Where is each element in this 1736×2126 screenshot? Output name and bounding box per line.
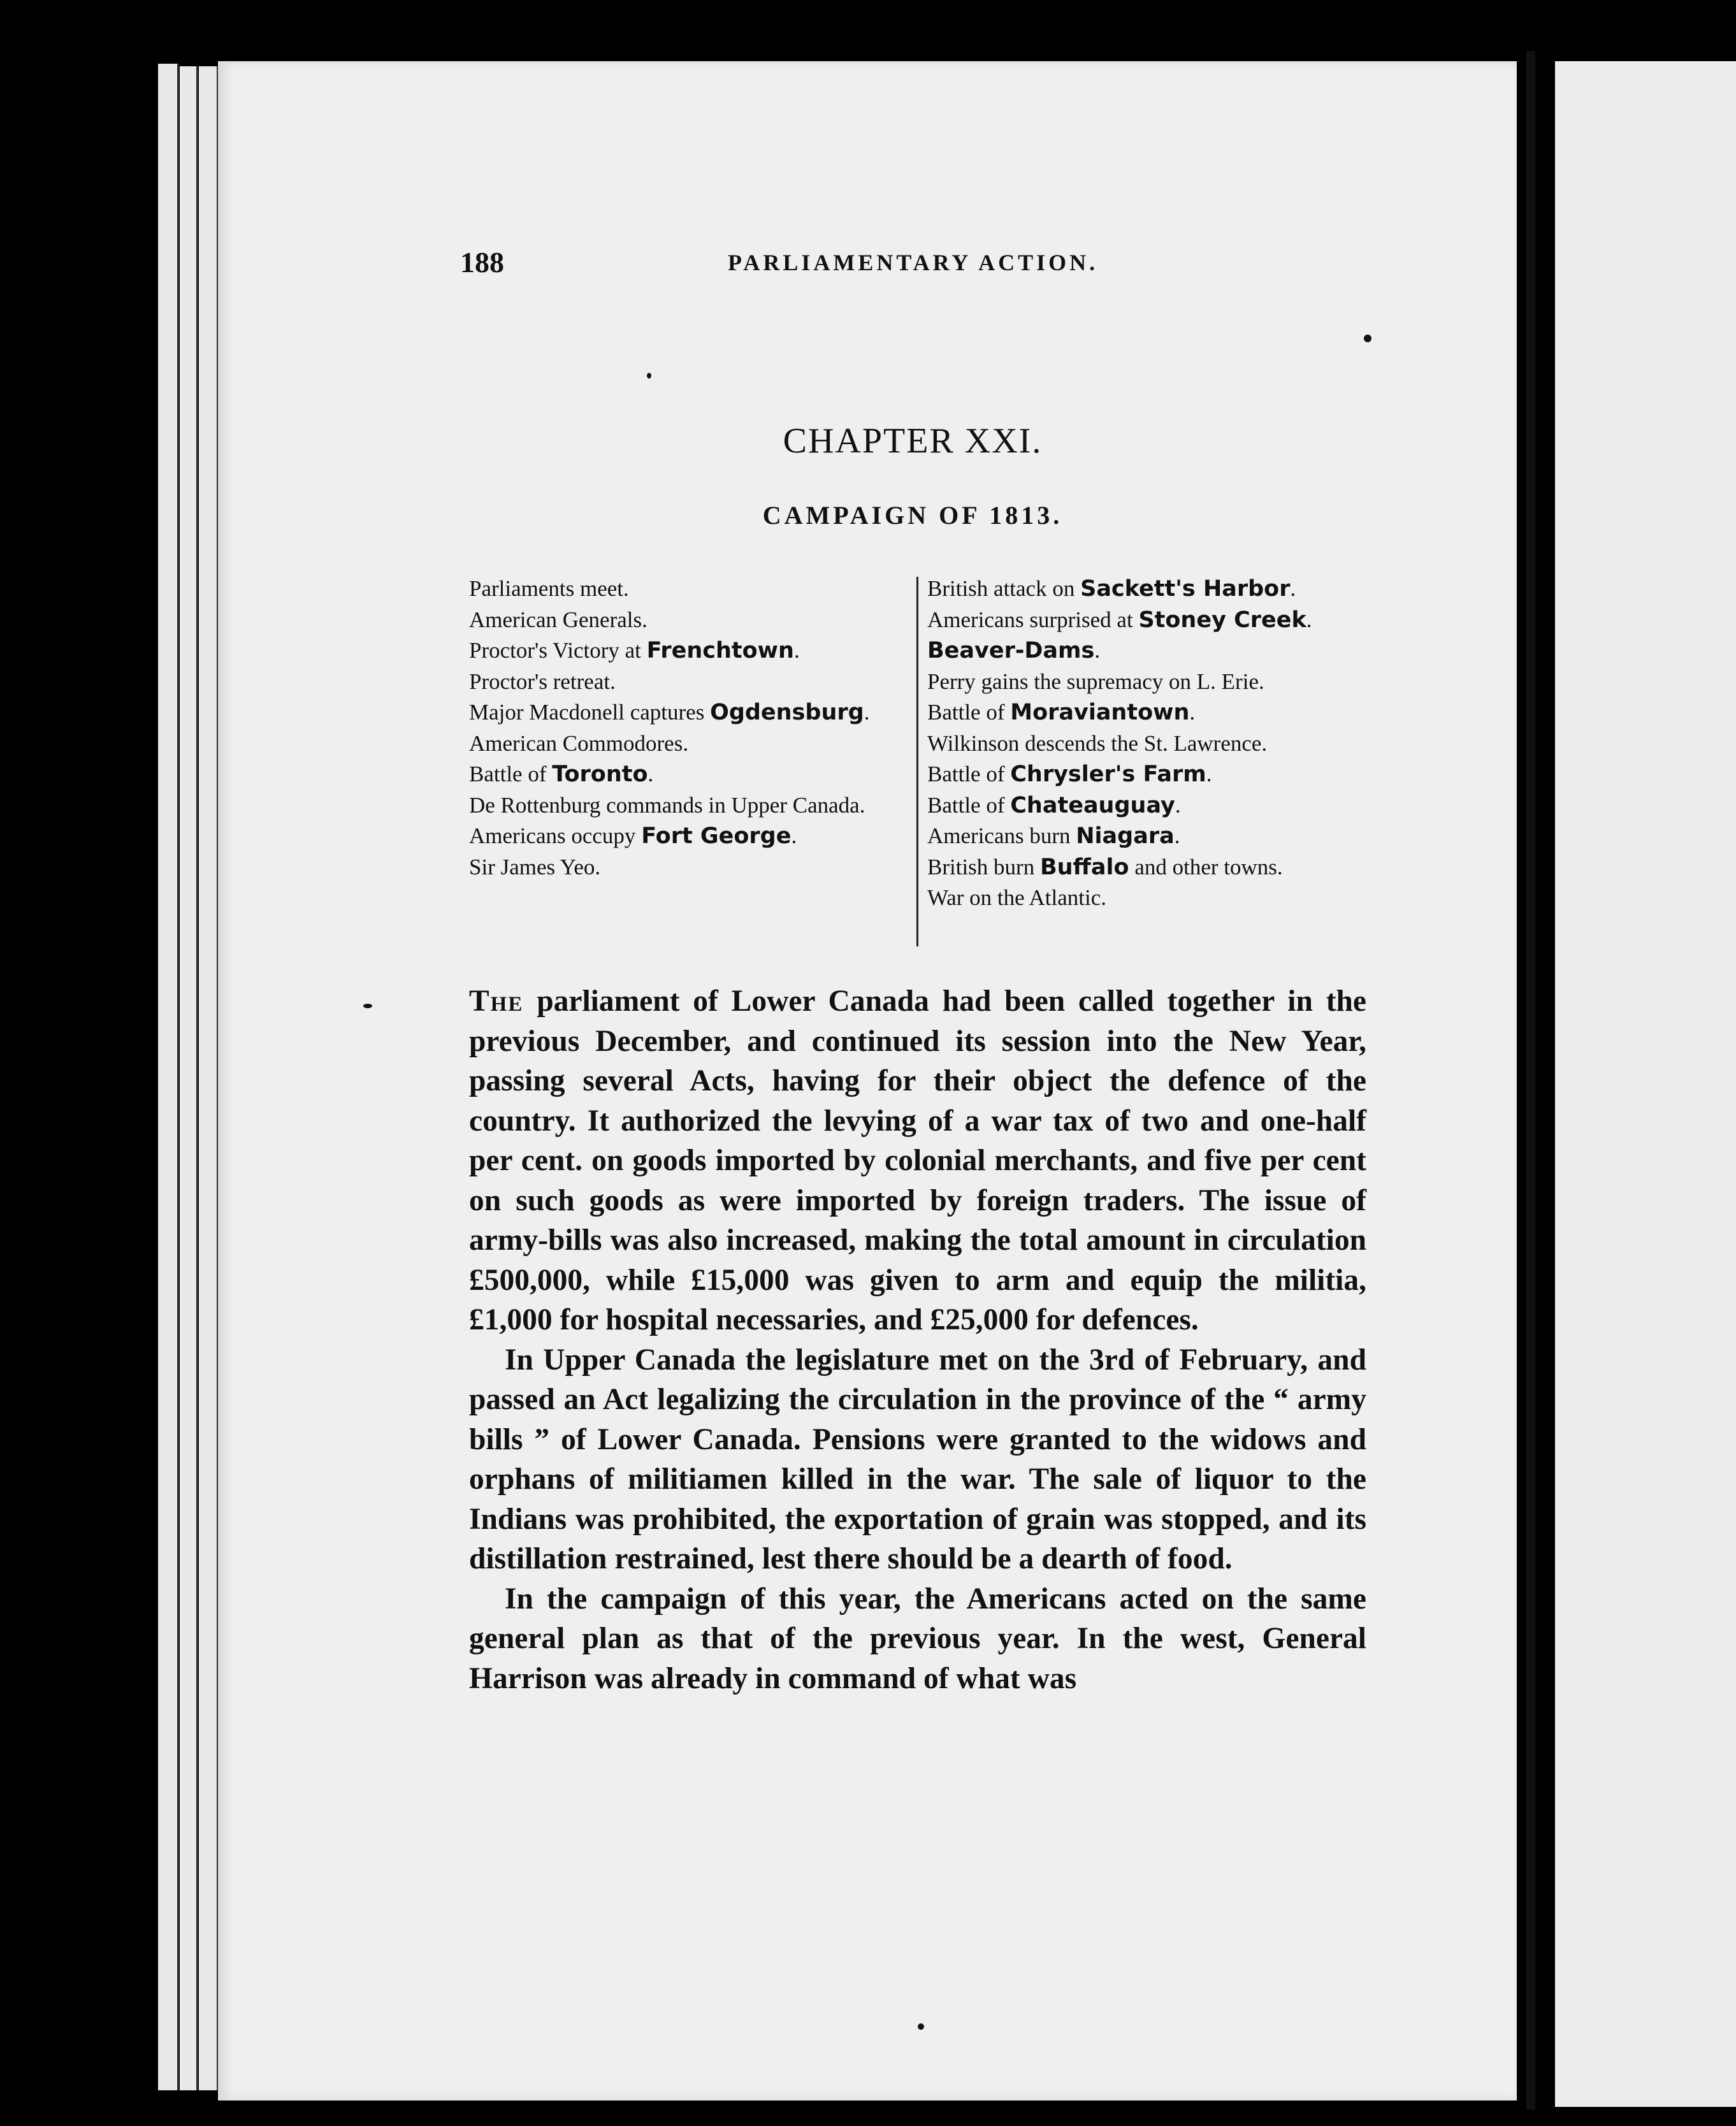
page-stack-edge bbox=[199, 66, 219, 2090]
contents-item: British burn Buffalo and other towns. bbox=[927, 854, 1283, 880]
contents-item: Battle of Chateauguay. bbox=[927, 792, 1181, 818]
contents-item: Battle of Moraviantown. bbox=[927, 700, 1196, 725]
contents-item: Americans burn Niagara. bbox=[927, 823, 1180, 849]
contents-item: Americans surprised at Stoney Creek. bbox=[927, 607, 1312, 633]
paragraph: In Upper Canada the legislature met on the 3rd of February, and passed an Act legalizing the circulation in the province of the “ army bills ” of Lower Canada. Pensions were granted to the widows and orphans of militiamen killed in the war. The sale of liquor to the Indians was prohibited, the exportation of grain was stopped, and its distillation restrained, lest there should be a dearth of food. bbox=[469, 1343, 1366, 1575]
page-stack-edge bbox=[158, 64, 179, 2090]
paragraph: In the campaign of this year, the Americans acted on the same general plan as that of the previous year. In the west, General Harrison was already in command of what was bbox=[469, 1582, 1366, 1695]
chapter-title: CHAPTER XXI. bbox=[783, 421, 1043, 461]
contents-item: Beaver-Dams. bbox=[927, 638, 1101, 663]
chapter-contents-left bbox=[469, 574, 909, 883]
contents-item: Sir James Yeo. bbox=[469, 854, 601, 879]
contents-item: War on the Atlantic. bbox=[927, 885, 1106, 910]
print-speck bbox=[1364, 335, 1371, 342]
contents-item: Americans occupy Fort George. bbox=[469, 823, 797, 849]
paragraph-lead-word: The bbox=[469, 985, 524, 1018]
body-text bbox=[469, 981, 1366, 1698]
facing-page-edge bbox=[1555, 61, 1736, 2107]
chapter-subtitle: CAMPAIGN OF 1813. bbox=[762, 501, 1063, 530]
print-speck bbox=[918, 2023, 924, 2030]
contents-item: Battle of Chrysler's Farm. bbox=[927, 762, 1212, 787]
contents-item: Perry gains the supremacy on L. Erie. bbox=[927, 669, 1264, 694]
contents-divider bbox=[916, 577, 918, 946]
page-number: 188 bbox=[460, 246, 504, 278]
page-header bbox=[460, 245, 1365, 284]
contents-item: Wilkinson descends the St. Lawrence. bbox=[927, 730, 1268, 756]
contents-item: American Generals. bbox=[469, 607, 647, 632]
contents-item: Parliaments meet. bbox=[469, 576, 629, 601]
print-speck bbox=[363, 1004, 372, 1008]
contents-item: American Commodores. bbox=[469, 730, 689, 756]
contents-item: Battle of Toronto. bbox=[469, 762, 654, 787]
contents-item: Proctor's retreat. bbox=[469, 669, 616, 694]
contents-item: Proctor's Victory at Frenchtown. bbox=[469, 638, 800, 663]
contents-item: British attack on Sackett's Harbor. bbox=[927, 576, 1296, 602]
contents-item: De Rottenburg commands in Upper Canada. bbox=[469, 792, 865, 818]
contents-item: Major Macdonell captures Ogdensburg. bbox=[469, 700, 870, 725]
print-speck bbox=[647, 373, 651, 379]
book-gutter bbox=[1526, 51, 1535, 2109]
chapter-contents-right bbox=[927, 574, 1373, 914]
running-head: PARLIAMENTARY ACTION. bbox=[728, 250, 1099, 275]
page-stack-edge bbox=[180, 66, 198, 2090]
paragraph: The parliament of Lower Canada had been called together in the previous December, and continued its session into the New Year, passing several Acts, having for their object the defence of the country. It authorized the levying of a war tax of two and one-half per cent. on goods imported by colonial merchants, and five per cent on such goods as were imported by foreign traders. The issue of army-bills was also increased, making the total amount in circulation £500,000, while £15,000 was given to arm and equip the militia, £1,000 for hospital necessaries, and £25,000 for defences. bbox=[469, 985, 1367, 1336]
